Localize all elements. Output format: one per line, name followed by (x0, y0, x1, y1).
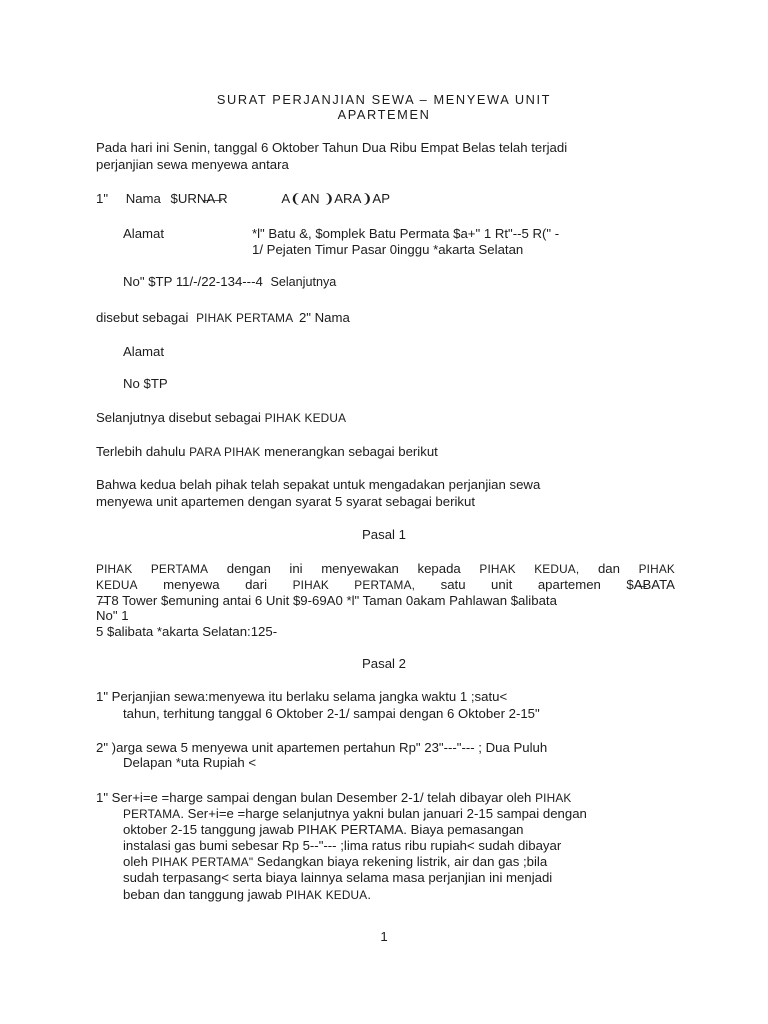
party1-nama-value-a: $URN̶A ̶R (170, 191, 228, 206)
para-pihak-label: PARA PIHAK (189, 445, 261, 459)
party1-alamat-label: Alamat (123, 226, 165, 241)
item3-line2-text: . Ser+i=e =harge selanjutnya yakni bulan januari 2-15 sampai dengan (180, 806, 587, 821)
party2-ktp-label: No $TP (123, 376, 168, 391)
document-title-line2: APARTEMEN (337, 107, 431, 122)
disebut-pihak-kedua (96, 409, 346, 427)
party2-nama-label: 2" Nama (298, 310, 350, 325)
pihak-kedua-label: PIHAK KEDUA (264, 411, 347, 425)
pasal1-line4: No" 1 (96, 608, 129, 623)
pasal1-l1-dan: dan (597, 561, 620, 576)
item3-line1-text: 1" Ser+i=e =harge sampai dengan bulan Desember 2-1/ telah dibayar oleh (96, 790, 532, 805)
terlebih-dahulu (96, 443, 438, 461)
item3-line7-pre: beban dan tanggung jawab (123, 887, 283, 902)
pasal1-pihak-pertama-2: PIHAK PERTAMA, (292, 578, 416, 592)
party1-ktp-row (123, 273, 336, 291)
item3-pertama: PERTAMA (123, 807, 181, 821)
item3-line7-post: . (367, 887, 372, 902)
item3-line5-post: Sedangkan biaya rekening listrik, air dan gas ;bila (256, 854, 548, 869)
party1-row (96, 190, 390, 207)
page-number: 1 (380, 929, 388, 944)
party1-alamat-line1: *l" Batu &, $omplek Batu Permata $a+" 1 Rt"--5 R(" - (252, 226, 560, 241)
pasal2-item3-line6: sudah terpasang< serta biaya lainnya selama masa perjanjian ini menjadi (123, 870, 553, 885)
party1-ktp: No" $TP 11/-/22-134---4 (123, 274, 263, 289)
pasal1-kedua: KEDUA (96, 578, 138, 592)
pasal1-l1-mid: dengan ini menyewakan kepada (226, 561, 461, 576)
pasal2-item2-line2: Delapan *uta Rupiah < (123, 755, 257, 770)
pasal1-pihak: PIHAK (638, 562, 675, 576)
item3-pihak-pertama: PIHAK PERTAMA" (151, 855, 254, 869)
pasal1-pihak-pertama: PIHAK PERTAMA (96, 562, 209, 576)
pasal1-l2-post: satu unit apartemen $A̶BATA (440, 577, 675, 592)
pasal1-heading: Pasal 1 (362, 527, 406, 542)
pasal2-heading: Pasal 2 (362, 656, 406, 671)
disebut2-pre: Selanjutnya disebut sebagai (96, 410, 261, 425)
pasal2-item3-line3: oktober 2-15 tanggung jawab PIHAK PERTAMA. Biaya pemasangan (123, 822, 524, 837)
intro-line2: perjanjian sewa menyewa antara (96, 157, 289, 172)
party1-nama-label: Nama (125, 191, 165, 206)
pasal1-pihak-kedua: PIHAK KEDUA, (479, 562, 580, 576)
item3-line5-pre: oleh (123, 854, 148, 869)
pasal2-item3-line4: instalasi gas bumi sebesar Rp 5--"--- ;lima ratus ribu rupiah< sudah dibayar (123, 838, 562, 853)
party1-number: 1" (96, 191, 109, 206)
item3-pihak-kedua: PIHAK KEDUA (285, 888, 368, 902)
party2-alamat-label: Alamat (123, 344, 165, 359)
pasal2-item2-line1: 2" )arga sewa 5 menyewa unit apartemen pertahun Rp" 23"---"--- ; Dua Puluh (96, 740, 548, 755)
pasal2-item1-line2: tahun, terhitung tanggal 6 Oktober 2-1/ sampai dengan 6 Oktober 2-15" (123, 706, 540, 721)
pasal2-item1-line1: 1" Perjanjian sewa:menyewa itu berlaku selama jangka waktu 1 ;satu< (96, 689, 508, 704)
pihak-pertama-label: PIHAK PERTAMA (196, 311, 294, 325)
disebut1-pre: disebut sebagai (96, 310, 189, 325)
document-title-line1: SURAT PERJANJIAN SEWA – MENYEWA UNIT (216, 92, 552, 107)
party1-nama-value-b: A❨AN ❩ARA❩AP (281, 191, 391, 206)
party1-selanjutnya: Selanjutnya (270, 275, 337, 289)
pasal1-l2-mid: menyewa dari (163, 577, 268, 592)
party1-alamat-line2: 1/ Pejaten Timur Pasar 0inggu *akarta Selatan (252, 242, 524, 257)
terlebih-post: menerangkan sebagai berikut (264, 444, 438, 459)
bahwa-line2: menyewa unit apartemen dengan syarat 5 syarat sebagai berikut (96, 494, 475, 509)
pasal1-line5: 5 $alibata *akarta Selatan:125- (96, 624, 278, 639)
bahwa-line1: Bahwa kedua belah pihak telah sepakat untuk mengadakan perjanjian sewa (96, 477, 541, 492)
item3-pihak: PIHAK (535, 791, 572, 805)
disebut-pihak-pertama (96, 309, 350, 327)
pasal1-line3: 7̶T8 Tower $emuning antai 6 Unit $9-69A0 *l" Taman 0akam Pahlawan $alibata (96, 593, 557, 608)
pasal2-item3-line7 (123, 886, 371, 904)
intro-line1: Pada hari ini Senin, tanggal 6 Oktober Tahun Dua Ribu Empat Belas telah terjadi (96, 140, 568, 155)
terlebih-pre: Terlebih dahulu (96, 444, 186, 459)
